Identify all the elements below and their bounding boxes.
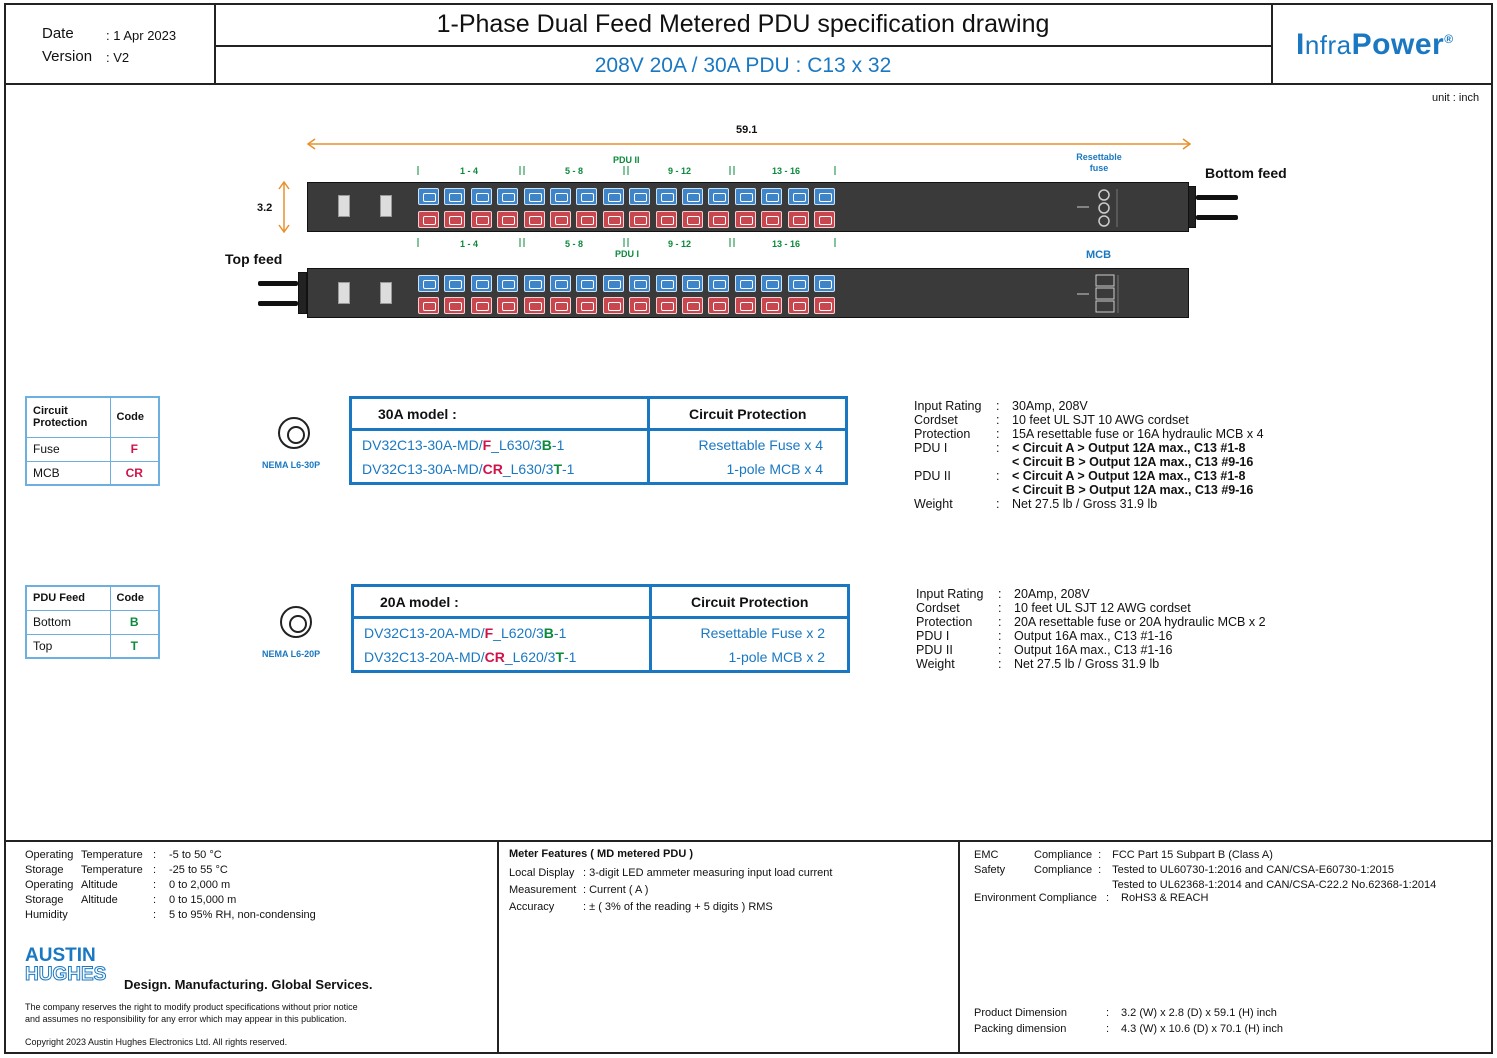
spec-value: Output 16A max., C13 #1-16 bbox=[1014, 629, 1173, 643]
group-ticks-top bbox=[410, 164, 840, 176]
c13-outlet-icon bbox=[708, 211, 729, 228]
group-label-1-mid: 1 - 4 bbox=[460, 239, 479, 249]
disclaimer-1: The company reserves the right to modify product specifications without prior notice bbox=[25, 1002, 358, 1012]
nema-l6-20p-plug-icon bbox=[280, 606, 312, 638]
spec-30a bbox=[914, 399, 1268, 511]
meter-display-4 bbox=[380, 282, 392, 304]
group-label-2-mid: 5 - 8 bbox=[565, 239, 584, 249]
c13-outlet-icon bbox=[708, 188, 729, 205]
model-30a-row-divider bbox=[352, 428, 845, 431]
bottom-feed-connector bbox=[1188, 186, 1196, 228]
circuit-code-table bbox=[25, 396, 160, 486]
header-bottom bbox=[4, 83, 1493, 85]
c13-outlet-icon bbox=[735, 211, 756, 228]
part-prefix: DV32C13-30A-MD/ bbox=[362, 461, 483, 477]
austin-hughes-logo bbox=[25, 946, 106, 984]
spec-key: Input Rating bbox=[914, 399, 982, 413]
spec-row bbox=[916, 629, 1270, 643]
c13-outlet-icon bbox=[761, 211, 782, 228]
part-feed-code: B bbox=[541, 437, 552, 453]
comp-b bbox=[1034, 878, 1098, 893]
c13-outlet-icon bbox=[814, 188, 835, 205]
packing-dim-colon: : bbox=[1106, 1023, 1110, 1035]
height-dimension: 3.2 bbox=[257, 202, 273, 214]
env-colon: : bbox=[153, 864, 157, 876]
spec-row bbox=[914, 441, 1268, 455]
feed-code-top: T bbox=[110, 634, 159, 658]
part-feed-code: B bbox=[543, 625, 554, 641]
spec-key: PDU II bbox=[914, 469, 951, 483]
model-20a-fuse-part bbox=[364, 625, 566, 641]
c13-outlet-icon bbox=[497, 297, 518, 314]
c13-outlet-icon bbox=[418, 211, 439, 228]
logo-word-a: nfra bbox=[1304, 30, 1352, 60]
part-prefix: DV32C13-30A-MD/ bbox=[362, 437, 483, 453]
model-20a-mcb-part bbox=[364, 649, 576, 665]
spec-row bbox=[914, 483, 1268, 497]
meter-value: : ± ( 3% of the reading + 5 digits ) RMS bbox=[583, 901, 773, 913]
c13-outlet-icon bbox=[444, 275, 465, 292]
model-20a-row-divider bbox=[354, 616, 847, 619]
spec-key: Protection bbox=[916, 615, 973, 629]
c13-outlet-icon bbox=[603, 275, 624, 292]
part-feed-code: T bbox=[553, 461, 563, 477]
spec-colon: : bbox=[998, 587, 1002, 601]
top-feed-label: Top feed bbox=[225, 251, 283, 267]
spec-value: 10 feet UL SJT 12 AWG cordset bbox=[1014, 601, 1191, 615]
bottom-feed-label: Bottom feed bbox=[1205, 165, 1287, 181]
model-30a-header: 30A model : bbox=[378, 406, 457, 422]
env-value: 5 to 95% RH, non-condensing bbox=[169, 909, 316, 921]
circuit-code-fuse: F bbox=[110, 437, 159, 461]
c13-outlet-icon bbox=[550, 188, 571, 205]
spec-value: Net 27.5 lb / Gross 31.9 lb bbox=[1012, 497, 1158, 511]
spec-key: PDU I bbox=[914, 441, 948, 455]
spec-value: < Circuit B > Output 12A max., C13 #9-16 bbox=[1012, 455, 1254, 469]
spec-colon: : bbox=[996, 469, 1000, 483]
env-value: -25 to 55 °C bbox=[169, 864, 228, 876]
env-b bbox=[81, 908, 153, 923]
group-label-3-top: 9 - 12 bbox=[668, 166, 692, 176]
part-feed-code: T bbox=[555, 649, 565, 665]
comp-a: EMC bbox=[974, 849, 999, 861]
c13-outlet-icon bbox=[550, 297, 571, 314]
env-colon: : bbox=[153, 879, 157, 891]
c13-outlet-icon bbox=[497, 275, 518, 292]
comp-a bbox=[974, 878, 1034, 893]
model-20a-fuse-protection: Resettable Fuse x 2 bbox=[700, 625, 825, 641]
c13-outlet-icon bbox=[603, 188, 624, 205]
spec-value: < Circuit B > Output 12A max., C13 #9-16 bbox=[1012, 483, 1254, 497]
spec-row bbox=[914, 413, 1268, 427]
c13-outlet-icon bbox=[682, 297, 703, 314]
env-value: -5 to 50 °C bbox=[169, 849, 222, 861]
spec-key: PDU I bbox=[916, 629, 950, 643]
c13-outlet-icon bbox=[682, 188, 703, 205]
mcb-label: MCB bbox=[1086, 249, 1112, 261]
env-row bbox=[25, 908, 322, 923]
part-protection-code: CR bbox=[482, 461, 503, 477]
meter-features-title: Meter Features ( MD metered PDU ) bbox=[509, 848, 693, 860]
c13-outlet-icon bbox=[656, 211, 677, 228]
spec-row bbox=[916, 615, 1270, 629]
part-protection-code: F bbox=[482, 437, 492, 453]
c13-outlet-icon bbox=[418, 188, 439, 205]
env-a: Operating bbox=[25, 879, 74, 891]
meter-features bbox=[509, 865, 838, 916]
model-30a-box bbox=[349, 396, 848, 485]
c13-outlet-icon bbox=[788, 211, 809, 228]
brand-top: AUSTIN bbox=[25, 945, 96, 966]
c13-outlet-icon bbox=[788, 297, 809, 314]
model-20a-col-divider bbox=[649, 587, 652, 670]
spec-value: 20Amp, 208V bbox=[1014, 587, 1090, 601]
product-dim-colon: : bbox=[1106, 1007, 1110, 1019]
spec-colon: : bbox=[996, 497, 1000, 511]
meter-key: Accuracy bbox=[509, 901, 555, 913]
header-divider-right bbox=[1271, 3, 1273, 85]
comp-b: Compliance bbox=[1034, 864, 1093, 876]
environment-specs bbox=[25, 848, 322, 923]
c13-outlet-icon bbox=[603, 297, 624, 314]
c13-outlet-icon bbox=[471, 188, 492, 205]
feed-code-table bbox=[25, 585, 160, 659]
c13-outlet-icon bbox=[656, 297, 677, 314]
spec-key: PDU II bbox=[916, 643, 953, 657]
spec-colon: : bbox=[998, 643, 1002, 657]
comp-colon bbox=[1098, 878, 1112, 893]
unit-label: unit : inch bbox=[1432, 92, 1480, 104]
spec-colon bbox=[996, 483, 1012, 497]
header-midline bbox=[214, 45, 1272, 47]
comp-value: Tested to UL62368-1:2014 and CAN/CSA-C22.2 No.62368-1:2014 bbox=[1112, 879, 1437, 891]
spec-value: < Circuit A > Output 12A max., C13 #1-8 bbox=[1012, 441, 1246, 455]
comp-value: FCC Part 15 Subpart B (Class A) bbox=[1112, 849, 1273, 861]
model-30a-protection-header: Circuit Protection bbox=[689, 406, 807, 422]
top-feed-cable-2 bbox=[258, 301, 298, 306]
logo-reg: ® bbox=[1444, 32, 1454, 46]
spec-key bbox=[914, 483, 996, 497]
model-20a-header: 20A model : bbox=[380, 594, 459, 610]
nema-l6-30p-label: NEMA L6-30P bbox=[262, 460, 321, 470]
c13-outlet-icon bbox=[814, 211, 835, 228]
model-20a-box bbox=[351, 584, 850, 673]
env-compliance-value: RoHS3 & REACH bbox=[1121, 892, 1209, 904]
c13-outlet-icon bbox=[761, 275, 782, 292]
c13-outlet-icon bbox=[629, 188, 650, 205]
nema-l6-30p-plug-icon bbox=[278, 417, 310, 449]
env-b: Altitude bbox=[81, 894, 118, 906]
packing-dim-value: 4.3 (W) x 10.6 (D) x 70.1 (H) inch bbox=[1121, 1023, 1283, 1035]
bottom-feed-cable-1 bbox=[1196, 195, 1238, 200]
product-dim-value: 3.2 (W) x 2.8 (D) x 59.1 (H) inch bbox=[1121, 1007, 1277, 1019]
comp-colon: : bbox=[1098, 864, 1102, 876]
spec-row bbox=[916, 643, 1270, 657]
c13-outlet-icon bbox=[550, 275, 571, 292]
spec-colon: : bbox=[996, 441, 1000, 455]
part-mid: _L620/3 bbox=[504, 649, 556, 665]
env-colon: : bbox=[153, 849, 157, 861]
env-a: Humidity bbox=[25, 909, 68, 921]
env-value: 0 to 15,000 m bbox=[169, 894, 237, 906]
spec-colon: : bbox=[998, 657, 1002, 671]
brand-bottom: HUGHES bbox=[25, 964, 107, 985]
comp-colon: : bbox=[1098, 849, 1102, 861]
meter-row bbox=[509, 882, 838, 899]
feed-row-bottom: Bottom bbox=[26, 610, 110, 634]
group-label-2-top: 5 - 8 bbox=[565, 166, 584, 176]
bottom-feed-cable-2 bbox=[1196, 215, 1238, 220]
group-label-3-mid: 9 - 12 bbox=[668, 239, 692, 249]
part-suffix: -1 bbox=[562, 461, 575, 477]
meter-display-2 bbox=[380, 195, 392, 217]
part-mid: _L630/3 bbox=[502, 461, 554, 477]
part-mid: _L630/3 bbox=[491, 437, 542, 453]
group-label-1-top: 1 - 4 bbox=[460, 166, 479, 176]
feed-row-top: Top bbox=[26, 634, 110, 658]
c13-outlet-icon bbox=[471, 211, 492, 228]
c13-outlet-icon bbox=[576, 297, 597, 314]
spec-key: Cordset bbox=[916, 601, 960, 615]
part-protection-code: CR bbox=[484, 649, 505, 665]
fuse-panel bbox=[1074, 187, 1124, 229]
width-dimension: 59.1 bbox=[736, 124, 758, 136]
spec-row bbox=[914, 399, 1268, 413]
c13-outlet-icon bbox=[629, 211, 650, 228]
spec-key: Weight bbox=[916, 657, 955, 671]
model-20a-mcb-protection: 1-pole MCB x 2 bbox=[728, 649, 825, 665]
circuit-col-header: Circuit Protection bbox=[26, 397, 110, 437]
env-b: Temperature bbox=[81, 849, 143, 861]
meter-key: Measurement bbox=[509, 884, 577, 896]
meter-key: Local Display bbox=[509, 867, 575, 879]
env-compliance-label: Environment Compliance bbox=[974, 892, 1097, 904]
model-30a-mcb-part bbox=[362, 461, 574, 477]
model-30a-fuse-protection: Resettable Fuse x 4 bbox=[698, 437, 823, 453]
infrapower-logo bbox=[1296, 28, 1454, 62]
spec-value: Output 16A max., C13 #1-16 bbox=[1014, 643, 1173, 657]
spec-key: Input Rating bbox=[916, 587, 984, 601]
env-row bbox=[25, 863, 322, 878]
spec-row bbox=[914, 427, 1268, 441]
c13-outlet-icon bbox=[682, 211, 703, 228]
c13-outlet-icon bbox=[761, 188, 782, 205]
spec-colon: : bbox=[998, 629, 1002, 643]
c13-outlet-icon bbox=[629, 297, 650, 314]
compliance-row bbox=[974, 878, 1442, 893]
c13-outlet-icon bbox=[603, 211, 624, 228]
comp-a: Safety bbox=[974, 864, 1006, 876]
c13-outlet-icon bbox=[576, 275, 597, 292]
part-mid: _L620/3 bbox=[493, 625, 544, 641]
height-arrow bbox=[278, 180, 290, 234]
c13-outlet-icon bbox=[418, 297, 439, 314]
part-prefix: DV32C13-20A-MD/ bbox=[364, 649, 485, 665]
c13-outlet-icon bbox=[735, 297, 756, 314]
c13-outlet-icon bbox=[550, 211, 571, 228]
nema-l6-20p-label: NEMA L6-20P bbox=[262, 649, 321, 659]
c13-outlet-icon bbox=[444, 188, 465, 205]
top-feed-cable-1 bbox=[258, 281, 298, 286]
comp-b: Compliance bbox=[1034, 849, 1093, 861]
env-row bbox=[25, 878, 322, 893]
feed-code-bottom: B bbox=[110, 610, 159, 634]
spec-row bbox=[916, 657, 1270, 671]
spec-value: Net 27.5 lb / Gross 31.9 lb bbox=[1014, 657, 1160, 671]
spec-colon: : bbox=[996, 399, 1000, 413]
part-suffix: -1 bbox=[551, 437, 565, 453]
spec-value: 20A resettable fuse or 20A hydraulic MCB x 2 bbox=[1014, 615, 1266, 629]
spec-row bbox=[914, 469, 1268, 483]
c13-outlet-icon bbox=[682, 275, 703, 292]
part-suffix: -1 bbox=[553, 625, 567, 641]
c13-outlet-icon bbox=[708, 297, 729, 314]
meter-row bbox=[509, 899, 838, 916]
model-30a-fuse-part bbox=[362, 437, 564, 453]
compliance-specs bbox=[974, 848, 1442, 893]
feed-code-col-header: Code bbox=[110, 586, 159, 610]
env-b: Altitude bbox=[81, 879, 118, 891]
env-compliance-colon: : bbox=[1106, 892, 1110, 904]
c13-outlet-icon bbox=[735, 188, 756, 205]
spec-value: < Circuit A > Output 12A max., C13 #1-8 bbox=[1012, 469, 1246, 483]
code-col-header: Code bbox=[110, 397, 159, 437]
c13-outlet-icon bbox=[656, 188, 677, 205]
copyright: Copyright 2023 Austin Hughes Electronics Ltd. All rights reserved. bbox=[25, 1037, 288, 1047]
group-label-4-mid: 13 - 16 bbox=[772, 239, 801, 249]
mcb-panel bbox=[1074, 273, 1124, 315]
model-30a-mcb-protection: 1-pole MCB x 4 bbox=[726, 461, 823, 477]
circuit-row-mcb: MCB bbox=[26, 461, 110, 485]
width-arrow bbox=[305, 138, 1193, 150]
c13-outlet-icon bbox=[444, 211, 465, 228]
page-title: 1-Phase Dual Feed Metered PDU specification drawing bbox=[436, 10, 1050, 38]
spec-row bbox=[914, 455, 1268, 469]
env-b: Temperature bbox=[81, 864, 143, 876]
env-row bbox=[25, 893, 322, 908]
spec-value: 10 feet UL SJT 10 AWG cordset bbox=[1012, 413, 1189, 427]
c13-outlet-icon bbox=[497, 188, 518, 205]
date-label: Date bbox=[42, 25, 74, 42]
c13-outlet-icon bbox=[788, 275, 809, 292]
logo-word-b: Power bbox=[1351, 28, 1445, 61]
c13-outlet-icon bbox=[524, 188, 545, 205]
model-30a-col-divider bbox=[647, 399, 650, 482]
compliance-row bbox=[974, 863, 1442, 878]
c13-outlet-icon bbox=[471, 297, 492, 314]
env-a: Operating bbox=[25, 849, 74, 861]
env-row bbox=[25, 848, 322, 863]
circuit-row-fuse: Fuse bbox=[26, 437, 110, 461]
env-colon: : bbox=[153, 894, 157, 906]
spec-colon bbox=[996, 455, 1012, 469]
pdu2-label: PDU II bbox=[613, 155, 640, 165]
compliance-row bbox=[974, 848, 1442, 863]
meter-row bbox=[509, 865, 838, 882]
c13-outlet-icon bbox=[735, 275, 756, 292]
c13-outlet-icon bbox=[629, 275, 650, 292]
feed-col-header: PDU Feed bbox=[26, 586, 110, 610]
page-subtitle: 208V 20A / 30A PDU : C13 x 32 bbox=[594, 54, 892, 77]
spec-colon: : bbox=[996, 427, 1000, 441]
spec-value: 30Amp, 208V bbox=[1012, 399, 1088, 413]
footer-divider-2 bbox=[958, 840, 960, 1054]
c13-outlet-icon bbox=[708, 275, 729, 292]
meter-value: : 3-digit LED ammeter measuring input load current bbox=[583, 867, 833, 879]
spec-key: Weight bbox=[914, 497, 953, 511]
disclaimer-2: and assumes no responsibility for any error which may appear in this publication. bbox=[25, 1014, 347, 1024]
model-20a-protection-header: Circuit Protection bbox=[691, 594, 809, 610]
part-prefix: DV32C13-20A-MD/ bbox=[364, 625, 485, 641]
date-value: : 1 Apr 2023 bbox=[106, 28, 177, 43]
c13-outlet-icon bbox=[761, 297, 782, 314]
env-a: Storage bbox=[25, 864, 64, 876]
product-dim-label: Product Dimension bbox=[974, 1007, 1067, 1019]
env-value: 0 to 2,000 m bbox=[169, 879, 231, 891]
spec-20a bbox=[916, 587, 1270, 671]
spec-value: 15A resettable fuse or 16A hydraulic MCB x 4 bbox=[1012, 427, 1264, 441]
c13-outlet-icon bbox=[524, 275, 545, 292]
c13-outlet-icon bbox=[418, 275, 439, 292]
spec-row bbox=[916, 587, 1270, 601]
c13-outlet-icon bbox=[497, 211, 518, 228]
c13-outlet-icon bbox=[471, 275, 492, 292]
packing-dim-label: Packing dimension bbox=[974, 1023, 1067, 1035]
c13-outlet-icon bbox=[814, 297, 835, 314]
logo-letter: I bbox=[1296, 28, 1305, 61]
c13-outlet-icon bbox=[656, 275, 677, 292]
part-suffix: -1 bbox=[564, 649, 577, 665]
spec-key: Cordset bbox=[914, 413, 958, 427]
group-label-4-top: 13 - 16 bbox=[772, 166, 801, 176]
c13-outlet-icon bbox=[444, 297, 465, 314]
spec-row bbox=[914, 497, 1268, 511]
resettable-fuse-label: Resettable fuse bbox=[1076, 152, 1122, 173]
footer-divider-1 bbox=[497, 840, 499, 1054]
spec-row bbox=[916, 601, 1270, 615]
c13-outlet-icon bbox=[814, 275, 835, 292]
tagline: Design. Manufacturing. Global Services. bbox=[124, 977, 373, 992]
c13-outlet-icon bbox=[576, 211, 597, 228]
meter-display-3 bbox=[338, 282, 350, 304]
part-protection-code: F bbox=[484, 625, 494, 641]
spec-colon: : bbox=[998, 615, 1002, 629]
version-value: : V2 bbox=[106, 50, 130, 65]
meter-value: : Current ( A ) bbox=[583, 884, 649, 896]
spec-key: Protection bbox=[914, 427, 971, 441]
spec-key bbox=[914, 455, 996, 469]
env-colon: : bbox=[153, 909, 157, 921]
footer-top bbox=[4, 840, 1493, 842]
spec-colon: : bbox=[996, 413, 1000, 427]
env-a: Storage bbox=[25, 894, 64, 906]
top-feed-connector bbox=[298, 272, 307, 314]
spec-colon: : bbox=[998, 601, 1002, 615]
comp-value: Tested to UL60730-1:2016 and CAN/CSA-E60730-1:2015 bbox=[1112, 864, 1395, 876]
circuit-code-mcb: CR bbox=[110, 461, 159, 485]
c13-outlet-icon bbox=[524, 297, 545, 314]
meter-display-1 bbox=[338, 195, 350, 217]
c13-outlet-icon bbox=[788, 188, 809, 205]
c13-outlet-icon bbox=[524, 211, 545, 228]
pdu1-label: PDU I bbox=[615, 249, 640, 259]
version-label: Version bbox=[42, 48, 93, 65]
c13-outlet-icon bbox=[576, 188, 597, 205]
